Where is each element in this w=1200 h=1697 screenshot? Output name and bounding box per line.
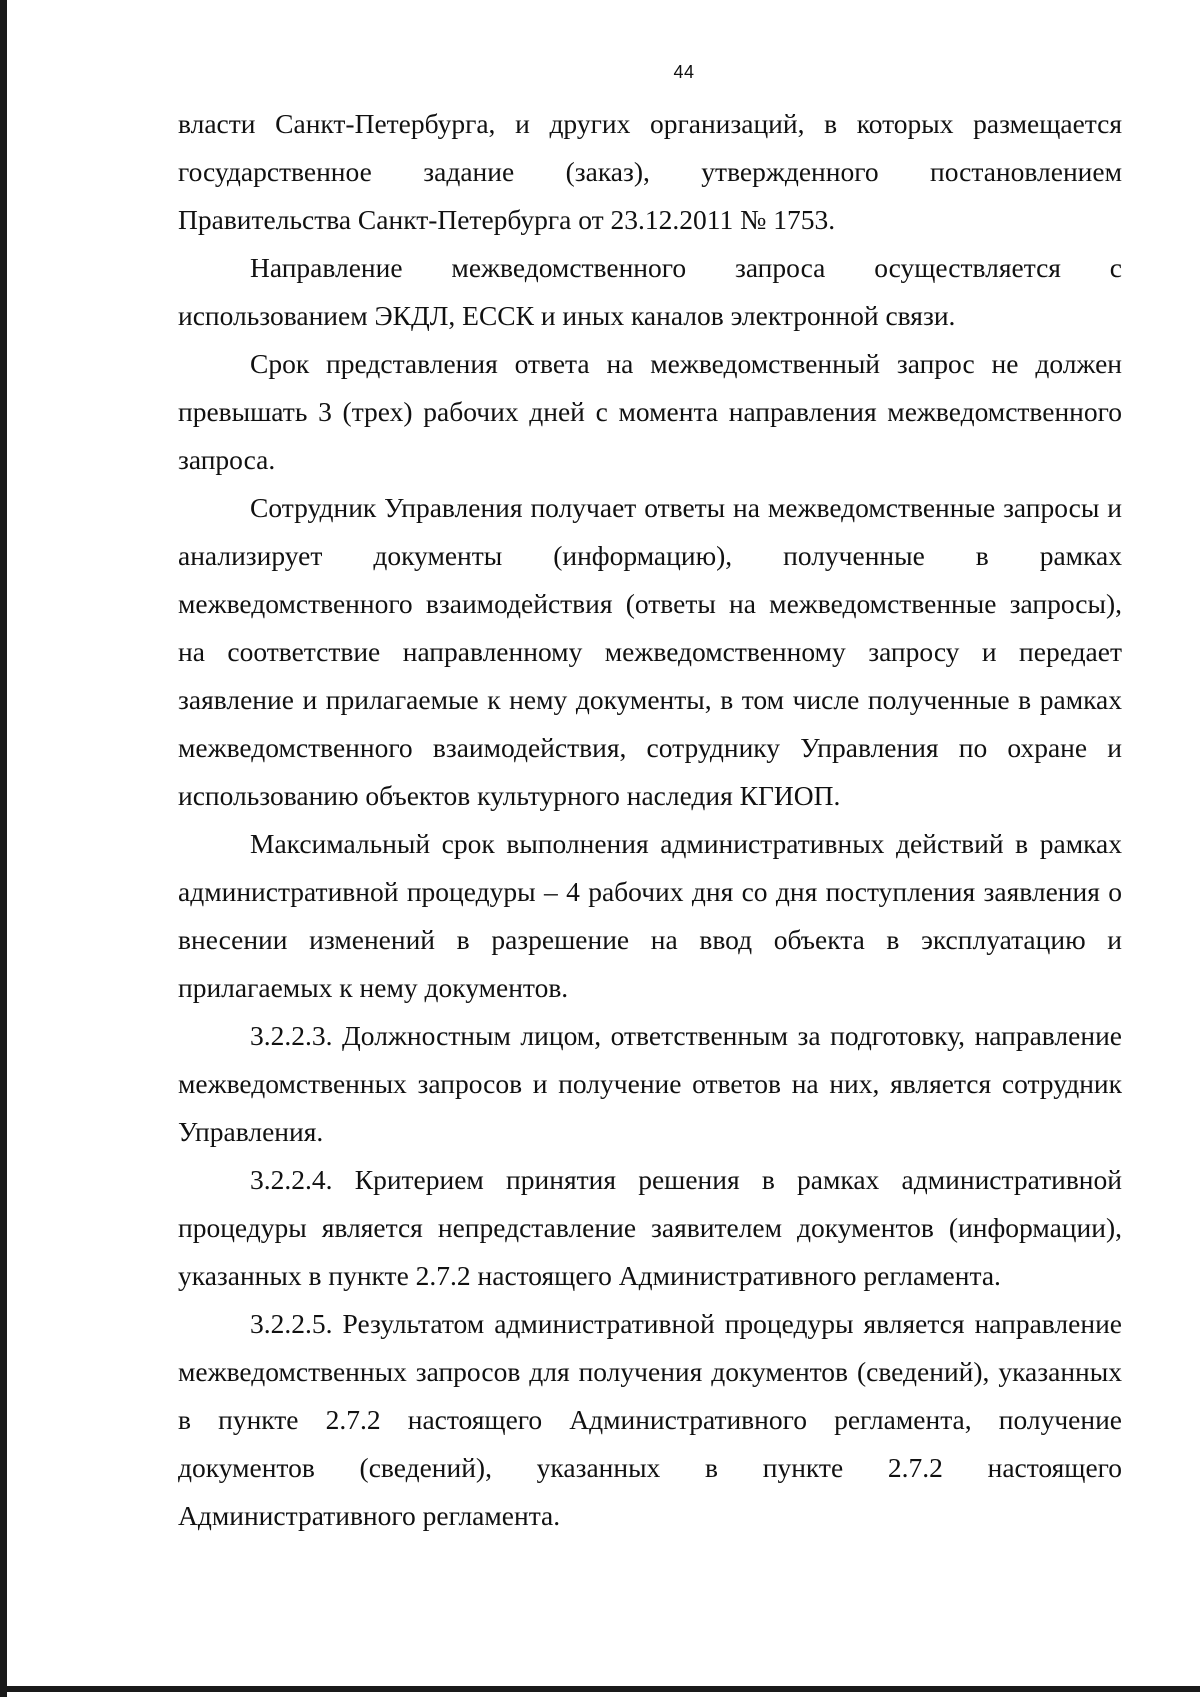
paragraph-continuation: власти Санкт-Петербурга, и других организаций, в которых размещается государственное задание (заказ), утвержденного постановлением Правительства Санкт-Петербурга от 23.12.2011 № 1753.	[178, 108, 1122, 235]
scan-bottom-edge	[0, 1686, 1200, 1692]
scan-left-edge	[0, 0, 7, 1697]
paragraph-response-deadline: Срок представления ответа на межведомственный запрос не должен превышать 3 (трех) рабочих дней с момента направления межведомственного запроса.	[178, 348, 1122, 475]
paragraph-response-analysis: Сотрудник Управления получает ответы на межведомственные запросы и анализирует документы (информацию), полученные в рамках межведомственного взаимодействия (ответы на межведомственные запросы), на соответствие направленному межведомственному запросу и передает заявление и прилагаемые к нему документы, в том числе полученные в рамках межведомственного взаимодействия, сотруднику Управления по охране и использованию объектов культурного наследия КГИОП.	[178, 492, 1122, 811]
page-number: 44	[673, 62, 695, 82]
document-body	[178, 100, 1122, 1540]
paragraph-3-2-2-5: 3.2.2.5. Результатом административной процедуры является направление межведомственных запросов для получения документов (сведений), указанных в пункте 2.7.2 настоящего Административного регламента, получение документов (сведений), указанных в пункте 2.7.2 настоящего Административного регламента.	[178, 1308, 1122, 1531]
paragraph-3-2-2-3: 3.2.2.3. Должностным лицом, ответственным за подготовку, направление межведомственных запросов и получение ответов на них, является сотрудник Управления.	[178, 1020, 1122, 1147]
paragraph-3-2-2-4: 3.2.2.4. Критерием принятия решения в рамках административной процедуры является непредставление заявителем документов (информации), указанных в пункте 2.7.2 настоящего Административного регламента.	[178, 1164, 1122, 1291]
paragraph-max-term: Максимальный срок выполнения административных действий в рамках административной процедуры – 4 рабочих дня со дня поступления заявления о внесении изменений в разрешение на ввод объекта в эксплуатацию и прилагаемых к нему документов.	[178, 828, 1122, 1003]
paragraph-request-channels: Направление межведомственного запроса осуществляется с использованием ЭКДЛ, ЕССК и иных каналов электронной связи.	[178, 252, 1122, 331]
